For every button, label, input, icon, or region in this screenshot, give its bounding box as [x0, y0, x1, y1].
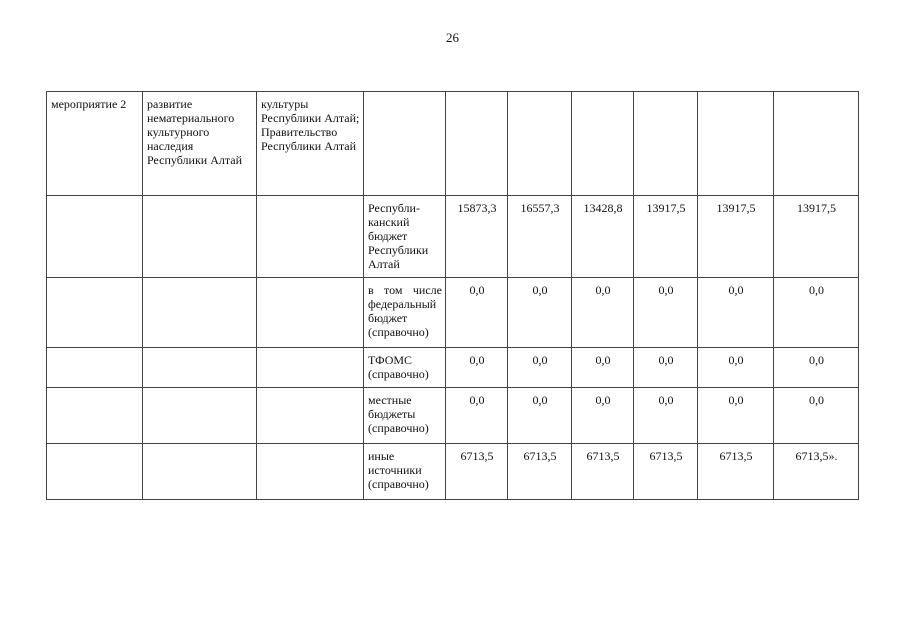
table-row [47, 196, 859, 278]
value-cell: 0,0 [774, 388, 859, 444]
value-cell: 6713,5 [446, 444, 508, 500]
source-cell: иные источники (справочно) [364, 444, 446, 500]
source-first-line [368, 283, 442, 297]
value-cell: 0,0 [634, 278, 698, 348]
value-cell: 0,0 [572, 348, 634, 388]
value-cell: 0,0 [698, 348, 774, 388]
empty-cell [47, 196, 143, 278]
source-cell: Республи-канский бюджет Республики Алтай [364, 196, 446, 278]
value-cell: 6713,5 [698, 444, 774, 500]
value-cell: 13917,5 [698, 196, 774, 278]
value-cell: 0,0 [634, 348, 698, 388]
event-cell: мероприятие 2 [47, 92, 143, 196]
table-row [47, 388, 859, 444]
value-cell: 15873,3 [446, 196, 508, 278]
value-cell: 0,0 [446, 388, 508, 444]
table-row [47, 278, 859, 348]
empty-cell [47, 278, 143, 348]
source-word: числе [412, 283, 442, 297]
value-cell: 6713,5 [634, 444, 698, 500]
empty-cell [257, 196, 364, 278]
source-word: том [384, 283, 403, 297]
value-cell: 0,0 [698, 388, 774, 444]
table-row [47, 444, 859, 500]
empty-cell [143, 444, 257, 500]
empty-cell [143, 388, 257, 444]
empty-cell [257, 278, 364, 348]
value-cell [446, 92, 508, 196]
value-cell [698, 92, 774, 196]
value-cell [774, 92, 859, 196]
table-row-header [47, 92, 859, 196]
source-cell: местные бюджеты (справочно) [364, 388, 446, 444]
source-cell [364, 278, 446, 348]
value-cell: 13917,5 [634, 196, 698, 278]
empty-cell [47, 444, 143, 500]
value-cell [572, 92, 634, 196]
empty-cell [143, 348, 257, 388]
value-cell: 6713,5 [572, 444, 634, 500]
empty-cell [257, 388, 364, 444]
value-cell: 16557,3 [508, 196, 572, 278]
value-cell [634, 92, 698, 196]
value-cell: 13428,8 [572, 196, 634, 278]
empty-cell [143, 278, 257, 348]
source-word: в [368, 283, 374, 297]
empty-cell [257, 444, 364, 500]
value-cell: 0,0 [508, 278, 572, 348]
source-rest: федеральный бюджет (справочно) [368, 297, 437, 339]
value-cell: 6713,5». [774, 444, 859, 500]
page-number: 26 [446, 30, 459, 45]
budget-table [46, 91, 859, 500]
event-description-cell: развитие нематериального культурного наследия Республики Алтай [143, 92, 257, 196]
value-cell: 0,0 [508, 388, 572, 444]
value-cell: 6713,5 [508, 444, 572, 500]
value-cell: 0,0 [508, 348, 572, 388]
source-cell [364, 92, 446, 196]
empty-cell [143, 196, 257, 278]
value-cell: 0,0 [698, 278, 774, 348]
value-cell: 0,0 [634, 388, 698, 444]
value-cell [508, 92, 572, 196]
empty-cell [257, 348, 364, 388]
value-cell: 0,0 [774, 278, 859, 348]
table-row [47, 348, 859, 388]
value-cell: 0,0 [572, 388, 634, 444]
value-cell: 0,0 [774, 348, 859, 388]
value-cell: 0,0 [572, 278, 634, 348]
source-cell: ТФОМС (справочно) [364, 348, 446, 388]
executor-cell: культуры Республики Алтай; Правительство Республики Алтай [257, 92, 364, 196]
value-cell: 0,0 [446, 278, 508, 348]
value-cell: 13917,5 [774, 196, 859, 278]
empty-cell [47, 388, 143, 444]
value-cell: 0,0 [446, 348, 508, 388]
empty-cell [47, 348, 143, 388]
